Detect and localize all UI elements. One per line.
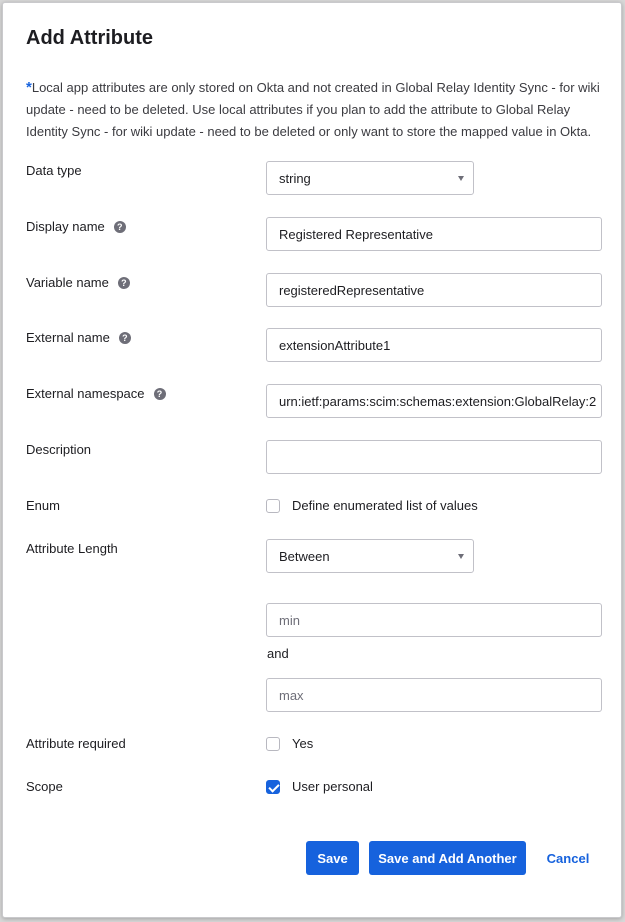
notice-text: Local app attributes are only stored on Okta and not created in Global Relay Identity Sync - for wiki update - need to be deleted. Use local attributes if you plan to add the attribute to Global Relay Identity Sync - for wiki update - need to be deleted or only want to store the mapped value in Okta.: [26, 80, 600, 139]
attribute-length-label: Attribute Length: [26, 541, 118, 556]
variable-name-label: Variable name ?: [26, 275, 130, 290]
external-namespace-label: External namespace ?: [26, 386, 166, 401]
max-length-input[interactable]: max: [266, 678, 602, 712]
data-type-value: string: [279, 170, 311, 186]
dialog-title: Add Attribute: [26, 27, 154, 49]
attribute-length-value: Between: [279, 548, 330, 564]
scope-label: Scope: [26, 779, 63, 794]
local-attribute-notice: [26, 77, 606, 143]
enum-option[interactable]: [266, 498, 478, 513]
display-name-input[interactable]: Registered Representative: [266, 217, 602, 251]
enum-label: Enum: [26, 498, 60, 513]
external-name-label: External name ?: [26, 330, 131, 345]
help-icon[interactable]: ?: [154, 388, 166, 400]
attribute-required-label: Attribute required: [26, 736, 126, 751]
display-name-label: Display name ?: [26, 219, 126, 234]
attribute-required-option[interactable]: [266, 736, 313, 751]
enum-option-label: Define enumerated list of values: [292, 498, 478, 513]
help-icon[interactable]: ?: [114, 221, 126, 233]
attribute-length-select[interactable]: [266, 539, 474, 573]
and-text: and: [267, 646, 289, 661]
external-name-input[interactable]: extensionAttribute1: [266, 328, 602, 362]
scope-option[interactable]: [266, 779, 373, 794]
attribute-required-checkbox[interactable]: [266, 737, 280, 751]
help-icon[interactable]: ?: [119, 332, 131, 344]
notice-asterisk: *: [26, 79, 32, 96]
chevron-down-icon: [458, 176, 464, 181]
chevron-down-icon: [458, 554, 464, 559]
data-type-label: Data type: [26, 163, 82, 178]
data-type-select[interactable]: [266, 161, 474, 195]
add-attribute-dialog: [2, 2, 622, 918]
min-length-input[interactable]: min: [266, 603, 602, 637]
variable-name-input[interactable]: registeredRepresentative: [266, 273, 602, 307]
help-icon[interactable]: ?: [118, 277, 130, 289]
description-input[interactable]: [266, 440, 602, 474]
scope-option-label: User personal: [292, 779, 373, 794]
cancel-button[interactable]: Cancel: [546, 850, 590, 866]
attribute-required-option-label: Yes: [292, 736, 314, 751]
scope-checkbox[interactable]: [266, 780, 280, 794]
external-namespace-input[interactable]: urn:ietf:params:scim:schemas:extension:GlobalRelay:2: [266, 384, 602, 418]
save-and-add-another-button[interactable]: Save and Add Another: [369, 841, 526, 875]
description-label: Description: [26, 442, 92, 457]
enum-checkbox[interactable]: [266, 499, 280, 513]
save-button[interactable]: Save: [306, 841, 359, 875]
